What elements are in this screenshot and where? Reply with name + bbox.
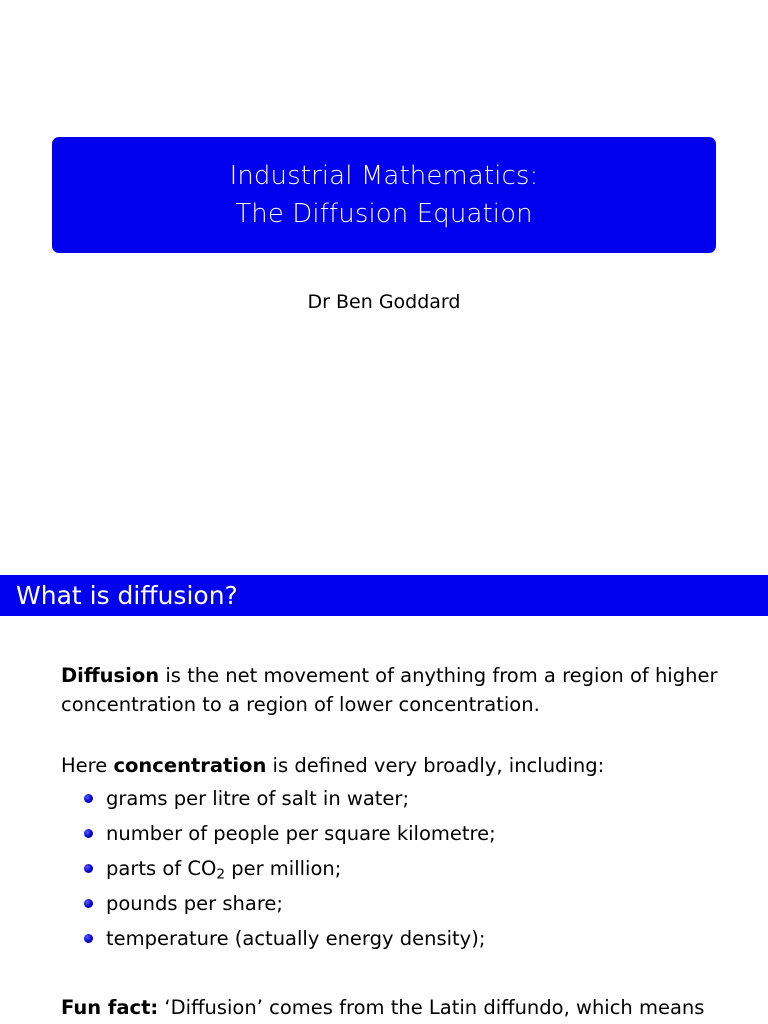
list-item <box>84 886 496 921</box>
fun-fact-label: Fun fact: <box>61 996 159 1019</box>
list-item <box>84 921 496 956</box>
list-item-text: pounds per share; <box>106 892 283 915</box>
concentration-list <box>84 781 496 956</box>
list-item-text: number of people per square kilometre; <box>106 822 496 845</box>
list-item-text <box>106 857 342 883</box>
concentration-intro <box>61 751 604 780</box>
definition-term: Diffusion <box>61 664 160 687</box>
bullet-icon <box>84 864 93 873</box>
frame-title-bar <box>0 575 768 616</box>
frame-title: What is diffusion? <box>16 581 238 610</box>
title-line-2: The Diffusion Equation <box>235 199 533 229</box>
subscript: 2 <box>216 866 225 883</box>
bullet-icon <box>84 829 93 838</box>
bullet-icon <box>84 794 93 803</box>
fun-fact-text: ‘Diffusion’ comes from the Latin diffundo, which means <box>158 996 705 1019</box>
concentration-rest: is defined very broadly, including: <box>266 754 605 777</box>
author-name: Dr Ben Goddard <box>307 291 461 313</box>
definition-line-1 <box>61 661 717 690</box>
bullet-icon <box>84 934 93 943</box>
bullet-icon <box>84 899 93 908</box>
list-item <box>84 816 496 851</box>
list-item-suffix: per million; <box>225 857 342 880</box>
title-box <box>52 137 716 253</box>
list-item <box>84 851 496 886</box>
concentration-prefix: Here <box>61 754 114 777</box>
list-item-text: temperature (actually energy density); <box>106 927 486 950</box>
fun-fact <box>61 993 704 1022</box>
definition-line-2: concentration to a region of lower concentration. <box>61 693 540 716</box>
list-item-prefix: parts of CO <box>106 857 217 880</box>
concentration-term: concentration <box>113 754 267 777</box>
title-line-1: Industrial Mathematics: <box>229 161 539 191</box>
list-item-text: grams per litre of salt in water; <box>106 787 410 810</box>
list-item <box>84 781 496 816</box>
definition-text: is the net movement of anything from a region of higher <box>159 664 718 687</box>
